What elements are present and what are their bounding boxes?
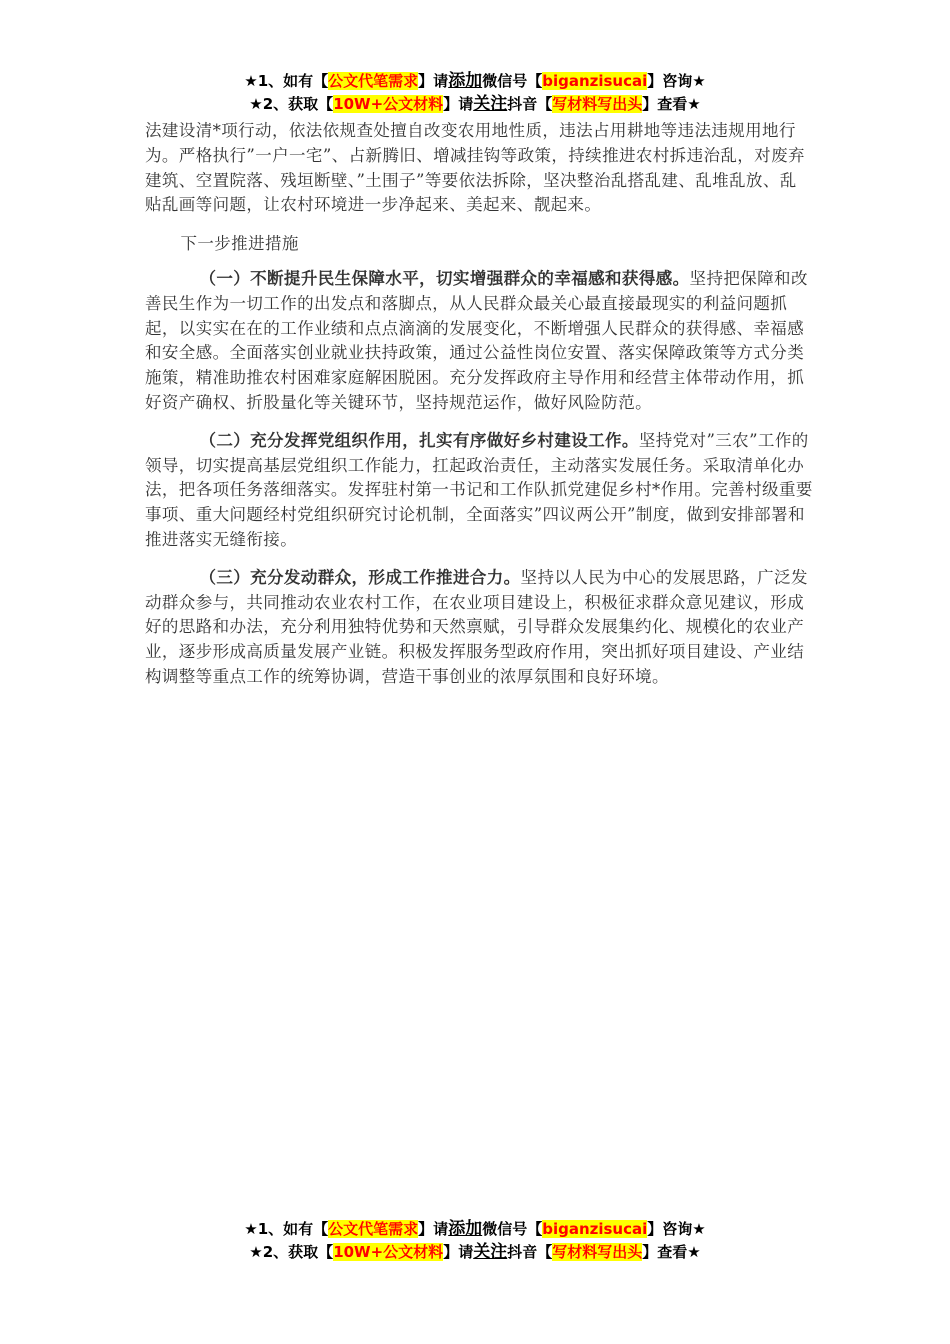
add-emphasis: 添加 [448,1219,483,1239]
follow-emphasis: 关注 [473,94,508,114]
measure-heading: （三）充分发动群众，形成工作推进合力。 [199,567,521,587]
wechat-id-highlight[interactable]: biganzisucai [542,1220,648,1238]
footer-banner [0,1218,950,1264]
banner-line-2 [0,93,950,116]
measure-item-1 [145,267,813,416]
banner-line-2 [0,1241,950,1264]
banner-text: 】请 [443,1243,474,1261]
banner-text: 微信号【 [482,72,543,90]
banner-text: 】请 [418,1220,449,1238]
document-body [145,119,813,690]
wechat-id-highlight[interactable]: biganzisucai [542,72,648,90]
measure-item-2 [145,429,813,553]
banner-text: 抖音【 [507,95,553,113]
measure-item-3 [145,566,813,690]
banner-text: 】咨询★ [647,1220,706,1238]
materials-highlight: 10W+公文材料 [333,1243,444,1261]
banner-text: 抖音【 [507,1243,553,1261]
banner-text: 】请 [443,95,474,113]
service-highlight: 公文代笔需求 [328,72,419,90]
measure-body: 坚持以人民为中心的发展思路，广泛发动群众参与，共同推动农业农村工作，在农业项目建设上，积极征求群众意见建议，形成好的思路和办法，充分利用独特优势和天然禀赋，引导群众发展集约化、规模化的农业产业，逐步形成高质量发展产业链。积极发挥服务型政府作用，突出抓好项目建设、产业结构调整等重点工作的统筹协调，营造干事创业的浓厚氛围和良好环境。 [145,567,808,686]
banner-text: ★2、获取【 [249,95,334,113]
banner-text: ★1、如有【 [244,1220,329,1238]
materials-highlight: 10W+公文材料 [333,95,444,113]
service-highlight: 公文代笔需求 [328,1220,419,1238]
banner-text: 】查看★ [642,95,701,113]
banner-text: 】查看★ [642,1243,701,1261]
section-title: 下一步推进措施 [180,234,299,254]
add-emphasis: 添加 [448,71,483,91]
follow-emphasis: 关注 [473,1242,508,1262]
measure-body: 坚持党对”三农”工作的领导，切实提高基层党组织工作能力，扛起政治责任，主动落实发展任务。采取清单化办法，把各项任务落细落实。发挥驻村第一书记和工作队抓党建促乡村*作用。完善村级重要事项、重大问题经村党组织研究讨论机制，全面落实”四议两公开”制度，做到安排部署和推进落实无缝衔接。 [145,430,813,549]
banner-line-1 [0,1218,950,1241]
douyin-account-highlight[interactable]: 写材料写出头 [552,95,643,113]
measure-heading: （二）充分发挥党组织作用，扎实有序做好乡村建设工作。 [199,430,639,450]
banner-line-1 [0,70,950,93]
douyin-account-highlight[interactable]: 写材料写出头 [552,1243,643,1261]
banner-text: 】咨询★ [647,72,706,90]
intro-paragraph: 法建设清*项行动，依法依规查处擅自改变农用地性质，违法占用耕地等违法违规用地行为。严格执行”一户一宅”、占新腾旧、增减挂钩等政策，持续推进农村拆违治乱，对废弃建筑、空置院落、残垣断壁、”土围子”等要依法拆除，坚决整治乱搭乱建、乱堆乱放、乱贴乱画等问题，让农村环境进一步净起来、美起来、靓起来。 [145,121,805,215]
banner-text: 微信号【 [482,1220,543,1238]
banner-text: ★2、获取【 [249,1243,334,1261]
measure-heading: （一）不断提升民生保障水平，切实增强群众的幸福感和获得感。 [199,268,690,288]
banner-text: 】请 [418,72,449,90]
header-banner [0,70,950,116]
measure-body: 坚持把保障和改善民生作为一切工作的出发点和落脚点，从人民群众最关心最直接最现实的利益问题抓起，以实实在在的工作业绩和点点滴滴的发展变化，不断增强人民群众的获得感、幸福感和安全感。全面落实创业就业扶持政策，通过公益性岗位安置、落实保障政策等方式分类施策，精准助推农村困难家庭解困脱困。充分发挥政府主导作用和经营主体带动作用，抓好资产确权、折股量化等关键环节，坚持规范运作，做好风险防范。 [145,268,808,412]
banner-text: ★1、如有【 [244,72,329,90]
